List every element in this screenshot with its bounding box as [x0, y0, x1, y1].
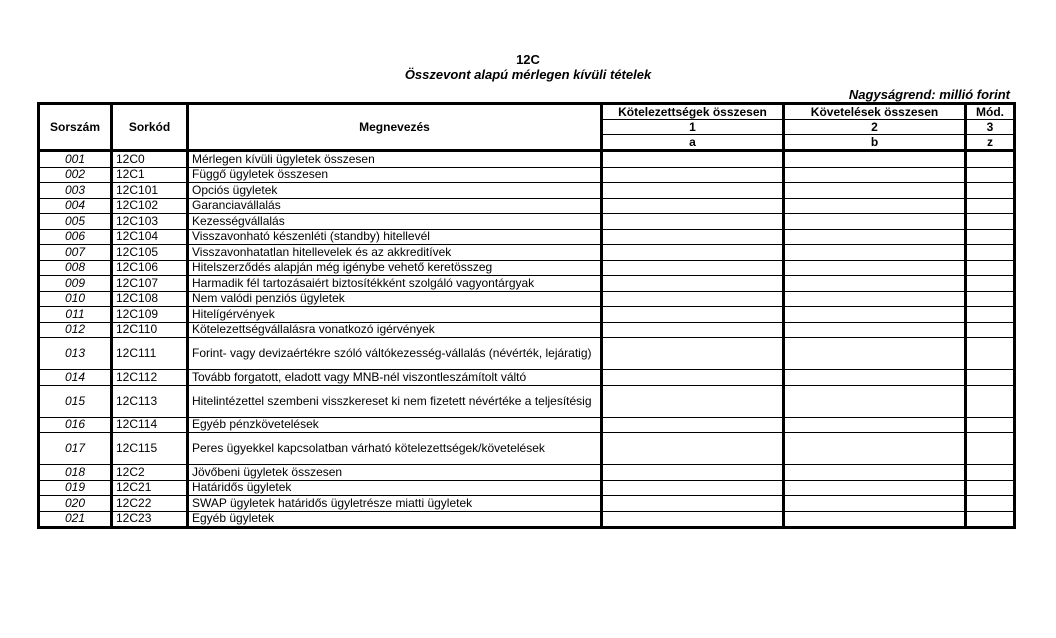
- row-code: 12C110: [112, 322, 188, 338]
- cell-mod[interactable]: [966, 198, 1015, 214]
- cell-mod[interactable]: [966, 245, 1015, 261]
- cell-kotelezettsegek[interactable]: [602, 276, 784, 292]
- table-row: [39, 385, 1015, 417]
- table-row: [39, 433, 1015, 465]
- header-mod-num: 3: [966, 120, 1015, 135]
- row-name: Hitelígérvények: [188, 307, 602, 323]
- cell-kovetelesek[interactable]: [784, 167, 966, 183]
- row-number: 009: [39, 276, 112, 292]
- row-name: Mérlegen kívüli ügyletek összesen: [188, 151, 602, 168]
- cell-kovetelesek[interactable]: [784, 198, 966, 214]
- row-code: 12C21: [112, 480, 188, 496]
- table-row: [39, 307, 1015, 323]
- cell-kotelezettsegek[interactable]: [602, 511, 784, 528]
- row-name: Hitelszerződés alapján még igénybe vehető keretösszeg: [188, 260, 602, 276]
- table-row: [39, 511, 1015, 528]
- cell-mod[interactable]: [966, 496, 1015, 512]
- row-number: 007: [39, 245, 112, 261]
- table-row: [39, 198, 1015, 214]
- row-name: Tovább forgatott, eladott vagy MNB-nél viszontleszámítolt váltó: [188, 370, 602, 386]
- table-row: [39, 496, 1015, 512]
- row-number: 002: [39, 167, 112, 183]
- row-number: 015: [39, 385, 112, 417]
- table-body: [39, 151, 1015, 528]
- row-code: 12C107: [112, 276, 188, 292]
- row-number: 013: [39, 338, 112, 370]
- row-number: 008: [39, 260, 112, 276]
- row-number: 012: [39, 322, 112, 338]
- row-name: Garanciavállalás: [188, 198, 602, 214]
- row-name: Kötelezettségvállalásra vonatkozó igérvények: [188, 322, 602, 338]
- cell-kovetelesek[interactable]: [784, 260, 966, 276]
- cell-kovetelesek[interactable]: [784, 370, 966, 386]
- table-row: [39, 417, 1015, 433]
- cell-kovetelesek[interactable]: [784, 433, 966, 465]
- row-name: Határidős ügyletek: [188, 480, 602, 496]
- table-row: [39, 183, 1015, 199]
- row-name: Nem valódi penziós ügyletek: [188, 291, 602, 307]
- cell-kotelezettsegek[interactable]: [602, 433, 784, 465]
- cell-mod[interactable]: [966, 338, 1015, 370]
- row-code: 12C23: [112, 511, 188, 528]
- row-name: Egyéb ügyletek: [188, 511, 602, 528]
- cell-mod[interactable]: [966, 229, 1015, 245]
- table-row: [39, 465, 1015, 481]
- row-code: 12C106: [112, 260, 188, 276]
- cell-mod[interactable]: [966, 385, 1015, 417]
- cell-kotelezettsegek[interactable]: [602, 214, 784, 230]
- row-name: Kezességvállalás: [188, 214, 602, 230]
- row-number: 010: [39, 291, 112, 307]
- header-kovetelesek-letter: b: [784, 135, 966, 151]
- cell-kovetelesek[interactable]: [784, 276, 966, 292]
- row-name: Jövőbeni ügyletek összesen: [188, 465, 602, 481]
- cell-mod[interactable]: [966, 307, 1015, 323]
- cell-mod[interactable]: [966, 322, 1015, 338]
- row-name: Peres ügyekkel kapcsolatban várható kötelezettségek/követelések: [188, 433, 602, 465]
- row-name: Függő ügyletek összesen: [188, 167, 602, 183]
- row-code: 12C108: [112, 291, 188, 307]
- row-number: 020: [39, 496, 112, 512]
- header-kotelezettsegek: Kötelezettségek összesen: [602, 104, 784, 120]
- table-title: Összevont alapú mérlegen kívüli tételek: [404, 67, 652, 82]
- cell-kovetelesek[interactable]: [784, 465, 966, 481]
- cell-kotelezettsegek[interactable]: [602, 417, 784, 433]
- cell-kotelezettsegek[interactable]: [602, 151, 784, 168]
- table-row: [39, 167, 1015, 183]
- table-row: [39, 151, 1015, 168]
- row-code: 12C111: [112, 338, 188, 370]
- table-row: [39, 480, 1015, 496]
- header-kotelezettsegek-letter: a: [602, 135, 784, 151]
- row-number: 004: [39, 198, 112, 214]
- cell-mod[interactable]: [966, 480, 1015, 496]
- table-row: [39, 322, 1015, 338]
- cell-kovetelesek[interactable]: [784, 385, 966, 417]
- header-sorszam: Sorszám: [39, 104, 112, 151]
- cell-kotelezettsegek[interactable]: [602, 229, 784, 245]
- row-name: Hitelintézettel szembeni visszkereset ki nem fizetett névértéke a teljesítésig: [188, 385, 602, 417]
- row-code: 12C2: [112, 465, 188, 481]
- cell-kotelezettsegek[interactable]: [602, 291, 784, 307]
- cell-kovetelesek[interactable]: [784, 245, 966, 261]
- row-number: 005: [39, 214, 112, 230]
- cell-mod[interactable]: [966, 433, 1015, 465]
- row-number: 003: [39, 183, 112, 199]
- cell-kotelezettsegek[interactable]: [602, 245, 784, 261]
- cell-kovetelesek[interactable]: [784, 307, 966, 323]
- cell-kotelezettsegek[interactable]: [602, 370, 784, 386]
- cell-kotelezettsegek[interactable]: [602, 338, 784, 370]
- row-code: 12C109: [112, 307, 188, 323]
- header-mod: Mód.: [966, 104, 1015, 120]
- cell-kovetelesek[interactable]: [784, 480, 966, 496]
- header-kotelezettsegek-num: 1: [602, 120, 784, 135]
- row-name: Visszavonhatatlan hitellevelek és az akkreditívek: [188, 245, 602, 261]
- cell-mod[interactable]: [966, 417, 1015, 433]
- row-number: 016: [39, 417, 112, 433]
- row-code: 12C101: [112, 183, 188, 199]
- cell-mod[interactable]: [966, 183, 1015, 199]
- row-number: 011: [39, 307, 112, 323]
- table-row: [39, 214, 1015, 230]
- row-name: Egyéb pénzkövetelések: [188, 417, 602, 433]
- cell-kovetelesek[interactable]: [784, 322, 966, 338]
- header-sorkod: Sorkód: [112, 104, 188, 151]
- header-kovetelesek-num: 2: [784, 120, 966, 135]
- row-code: 12C22: [112, 496, 188, 512]
- row-name: Forint- vagy devizaértékre szóló váltókezesség-vállalás (névérték, lejáratig): [188, 338, 602, 370]
- cell-mod[interactable]: [966, 151, 1015, 168]
- cell-kovetelesek[interactable]: [784, 291, 966, 307]
- table-row: [39, 229, 1015, 245]
- header-megnevezes: Megnevezés: [188, 104, 602, 151]
- cell-kotelezettsegek[interactable]: [602, 183, 784, 199]
- cell-kotelezettsegek[interactable]: [602, 307, 784, 323]
- cell-kotelezettsegek[interactable]: [602, 480, 784, 496]
- cell-mod[interactable]: [966, 276, 1015, 292]
- balance-sheet-table: [37, 102, 1016, 529]
- table-row: [39, 338, 1015, 370]
- cell-kovetelesek[interactable]: [784, 417, 966, 433]
- cell-kotelezettsegek[interactable]: [602, 322, 784, 338]
- row-code: 12C105: [112, 245, 188, 261]
- row-number: 006: [39, 229, 112, 245]
- cell-mod[interactable]: [966, 167, 1015, 183]
- cell-kovetelesek[interactable]: [784, 338, 966, 370]
- cell-kovetelesek[interactable]: [784, 214, 966, 230]
- row-code: 12C114: [112, 417, 188, 433]
- row-name: Opciós ügyletek: [188, 183, 602, 199]
- row-code: 12C0: [112, 151, 188, 168]
- table-row: [39, 260, 1015, 276]
- cell-mod[interactable]: [966, 465, 1015, 481]
- row-name: SWAP ügyletek határidős ügyletrésze miatti ügyletek: [188, 496, 602, 512]
- cell-mod[interactable]: [966, 291, 1015, 307]
- table-row: [39, 370, 1015, 386]
- cell-kovetelesek[interactable]: [784, 183, 966, 199]
- row-number: 019: [39, 480, 112, 496]
- row-code: 12C112: [112, 370, 188, 386]
- row-number: 018: [39, 465, 112, 481]
- row-code: 12C113: [112, 385, 188, 417]
- table-row: [39, 291, 1015, 307]
- row-number: 014: [39, 370, 112, 386]
- row-code: 12C102: [112, 198, 188, 214]
- row-code: 12C103: [112, 214, 188, 230]
- row-number: 001: [39, 151, 112, 168]
- cell-kotelezettsegek[interactable]: [602, 198, 784, 214]
- table-header: [39, 104, 1015, 151]
- cell-kotelezettsegek[interactable]: [602, 496, 784, 512]
- row-name: Harmadik fél tartozásaiért biztosítékként szolgáló vagyontárgyak: [188, 276, 602, 292]
- row-number: 021: [39, 511, 112, 528]
- header-mod-letter: z: [966, 135, 1015, 151]
- cell-kotelezettsegek[interactable]: [602, 385, 784, 417]
- header-kovetelesek: Követelések összesen: [784, 104, 966, 120]
- table-row: [39, 276, 1015, 292]
- row-name: Visszavonható készenléti (standby) hitellevél: [188, 229, 602, 245]
- cell-mod[interactable]: [966, 260, 1015, 276]
- row-number: 017: [39, 433, 112, 465]
- cell-mod[interactable]: [966, 370, 1015, 386]
- row-code: 12C104: [112, 229, 188, 245]
- cell-kovetelesek[interactable]: [784, 511, 966, 528]
- cell-kovetelesek[interactable]: [784, 496, 966, 512]
- row-code: 12C115: [112, 433, 188, 465]
- cell-kovetelesek[interactable]: [784, 151, 966, 168]
- table-row: [39, 245, 1015, 261]
- table-code: 12C: [516, 52, 540, 67]
- cell-kotelezettsegek[interactable]: [602, 167, 784, 183]
- row-code: 12C1: [112, 167, 188, 183]
- cell-kotelezettsegek[interactable]: [602, 465, 784, 481]
- cell-mod[interactable]: [966, 214, 1015, 230]
- cell-kovetelesek[interactable]: [784, 229, 966, 245]
- unit-note: Nagyságrend: millió forint: [848, 87, 1010, 102]
- cell-kotelezettsegek[interactable]: [602, 260, 784, 276]
- cell-mod[interactable]: [966, 511, 1015, 528]
